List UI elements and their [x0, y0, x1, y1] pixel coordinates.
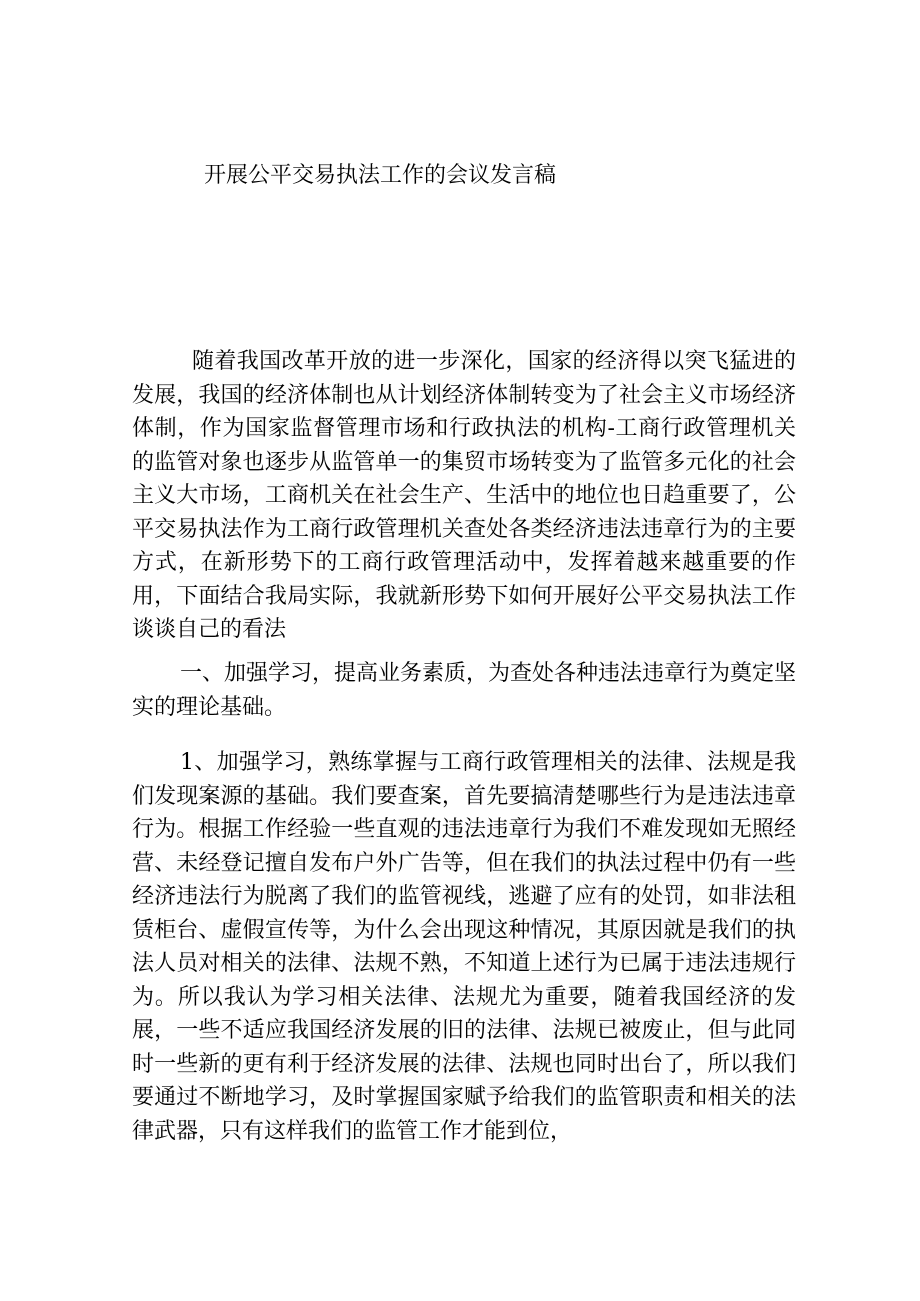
paragraph-point-one: 1、加强学习，熟练掌握与工商行政管理相关的法律、法规是我们发现案源的基础。我们要查案，首先要搞清楚哪些行为是违法违章行为。根据工作经验一些直观的违法违章行为我们不难发现如无照经营、未经登记擅自发布户外广告等，但在我们的执法过程中仍有一些经济违法行为脱离了我们的监管视线，逃避了应有的处罚，如非法租赁柜台、虚假宣传等，为什么会出现这种情况，其原因就是我们的执法人员对相关的法律、法规不熟，不知道上述行为已属于违法违规行为。所以我认为学习相关法律、法规尤为重要，随着我国经济的发展，一些不适应我国经济发展的旧的法律、法规已被废止，但与此同时一些新的更有利于经济发展的法律、法规也同时出台了，所以我们要通过不断地学习，及时掌握国家赋予给我们的监管职责和相关的法律武器，只有这样我们的监管工作才能到位， [132, 750, 796, 1144]
document-title: 开展公平交易执法工作的会议发言稿 [204, 163, 557, 188]
paragraph-introduction: 随着我国改革开放的进一步深化，国家的经济得以突飞猛进的发展，我国的经济体制也从计划经济体制转变为了社会主义市场经济体制，作为国家监督管理市场和行政执法的机构-工商行政管理机关的监管对象也逐步从监管单一的集贸市场转变为了监管多元化的社会主义大市场，工商机关在社会生产、生活中的地位也日趋重要了，公平交易执法作为工商行政管理机关查处各类经济违法违章行为的主要方式，在新形势下的工商行政管理活动中，发挥着越来越重要的作用，下面结合我局实际，我就新形势下如何开展好公平交易执法工作谈谈自己的看法 [132, 349, 796, 642]
paragraph-section-one-heading: 一、加强学习，提高业务素质，为查处各种违法违章行为奠定坚实的理论基础。 [132, 661, 797, 720]
